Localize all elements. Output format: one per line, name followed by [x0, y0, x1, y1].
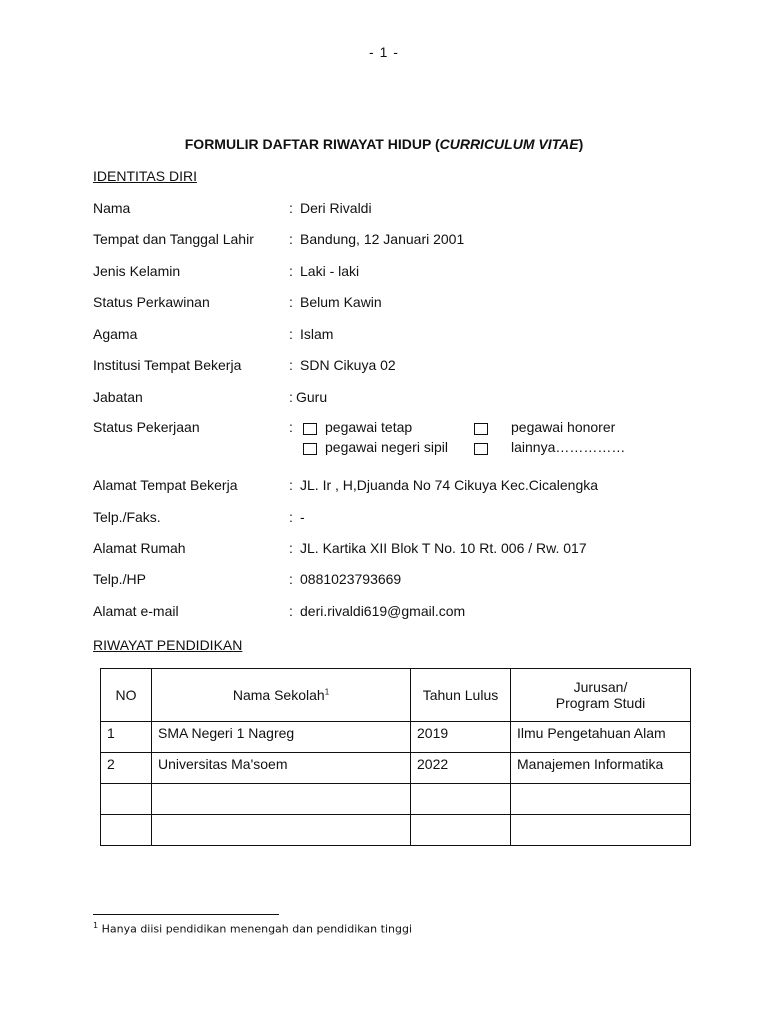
field-label: Nama [93, 200, 131, 216]
option-label: pegawai negeri sipil [325, 439, 448, 455]
cell-year: 2022 [411, 753, 511, 784]
field-gender [93, 263, 713, 283]
field-label: Alamat e-mail [93, 603, 179, 619]
page-number: - 1 - [369, 44, 399, 60]
cell-major [511, 815, 691, 846]
field-religion [93, 326, 713, 346]
cell-year [411, 784, 511, 815]
field-email [93, 603, 713, 623]
field-colon: : [289, 231, 293, 247]
field-value: Islam [300, 326, 334, 342]
cell-school: Universitas Ma'soem [152, 753, 411, 784]
checkbox-pegawai-tetap[interactable] [303, 423, 317, 435]
header-major: Jurusan/ Program Studi [511, 669, 691, 722]
field-position [93, 389, 713, 409]
field-marital [93, 294, 713, 314]
section-heading-education: RIWAYAT PENDIDIKAN [93, 637, 243, 653]
header-year: Tahun Lulus [411, 669, 511, 722]
field-home-address [93, 540, 713, 560]
header-school: Nama Sekolah$^1$ [152, 669, 411, 722]
field-colon: : [289, 540, 293, 556]
field-label: Telp./Faks. [93, 509, 161, 525]
field-value: 0881023793669 [300, 571, 402, 587]
cell-year [411, 815, 511, 846]
field-label: Telp./HP [93, 571, 146, 587]
cell-major [511, 784, 691, 815]
field-value: deri.rivaldi619@gmail.com [300, 603, 466, 619]
field-colon: : [289, 326, 293, 342]
section-heading-identity: IDENTITAS DIRI [93, 168, 197, 184]
field-colon: : [289, 603, 293, 619]
field-value: Bandung, 12 Januari 2001 [300, 231, 465, 247]
table-header-row [101, 669, 691, 722]
cell-major: Ilmu Pengetahuan Alam [511, 722, 691, 753]
field-value: JL. Ir , H,Djuanda No 74 Cikuya Kec.Cicalengka [300, 477, 599, 493]
header-no: NO [101, 669, 152, 722]
field-value: - [300, 509, 305, 525]
cell-major: Manajemen Informatika [511, 753, 691, 784]
field-value: Belum Kawin [300, 294, 382, 310]
cell-school [152, 815, 411, 846]
footnote: $^1$ Hanya diisi pendidikan menengah dan pendidikan tinggi [93, 921, 413, 936]
option-label: pegawai tetap [325, 419, 413, 435]
field-value: Deri Rivaldi [300, 200, 372, 216]
field-colon: : [289, 419, 293, 435]
field-label: Alamat Tempat Bekerja [93, 477, 238, 493]
table-row [101, 784, 691, 815]
cell-no [101, 815, 152, 846]
field-colon: : [289, 571, 293, 587]
field-label: Jabatan [93, 389, 143, 405]
field-birth [93, 231, 713, 251]
table-row [101, 722, 691, 753]
field-colon: : [289, 200, 293, 216]
field-colon: : [289, 357, 293, 373]
cell-no: 1 [101, 722, 152, 753]
field-label: Tempat dan Tanggal Lahir [93, 231, 254, 247]
field-label: Status Pekerjaan [93, 419, 200, 435]
checkbox-pegawai-honorer[interactable] [474, 423, 488, 435]
cell-no [101, 784, 152, 815]
field-value: SDN Cikuya 02 [300, 357, 396, 373]
checkbox-pegawai-negeri-sipil[interactable] [303, 443, 317, 455]
cell-school [152, 784, 411, 815]
field-work-address [93, 477, 713, 497]
field-colon: : [289, 263, 293, 279]
cell-year: 2019 [411, 722, 511, 753]
field-value: Laki - laki [300, 263, 360, 279]
field-colon: : [289, 294, 293, 310]
field-nama [93, 200, 713, 220]
field-telp-hp [93, 571, 713, 591]
field-telp-faks [93, 509, 713, 529]
table-row [101, 815, 691, 846]
field-label: Agama [93, 326, 138, 342]
field-label: Institusi Tempat Bekerja [93, 357, 242, 373]
table-row [101, 753, 691, 784]
field-colon: : [289, 477, 293, 493]
footnote-separator [93, 914, 279, 915]
field-label: Jenis Kelamin [93, 263, 181, 279]
field-value: JL. Kartika XII Blok T No. 10 Rt. 006 / Rw. 017 [300, 540, 587, 556]
cell-no: 2 [101, 753, 152, 784]
field-colon: : [289, 509, 293, 525]
field-label: Alamat Rumah [93, 540, 186, 556]
field-value: Guru [296, 389, 328, 405]
field-label: Status Perkawinan [93, 294, 210, 310]
education-table [100, 668, 691, 846]
field-colon: : [289, 389, 293, 405]
cell-school: SMA Negeri 1 Nagreg [152, 722, 411, 753]
form-title: FORMULIR DAFTAR RIWAYAT HIDUP (CURRICULUM VITAE) [184, 136, 584, 152]
field-institution [93, 357, 713, 377]
option-label: pegawai honorer [511, 419, 616, 435]
checkbox-lainnya[interactable] [474, 443, 488, 455]
option-label: lainnya…………… [511, 439, 626, 455]
